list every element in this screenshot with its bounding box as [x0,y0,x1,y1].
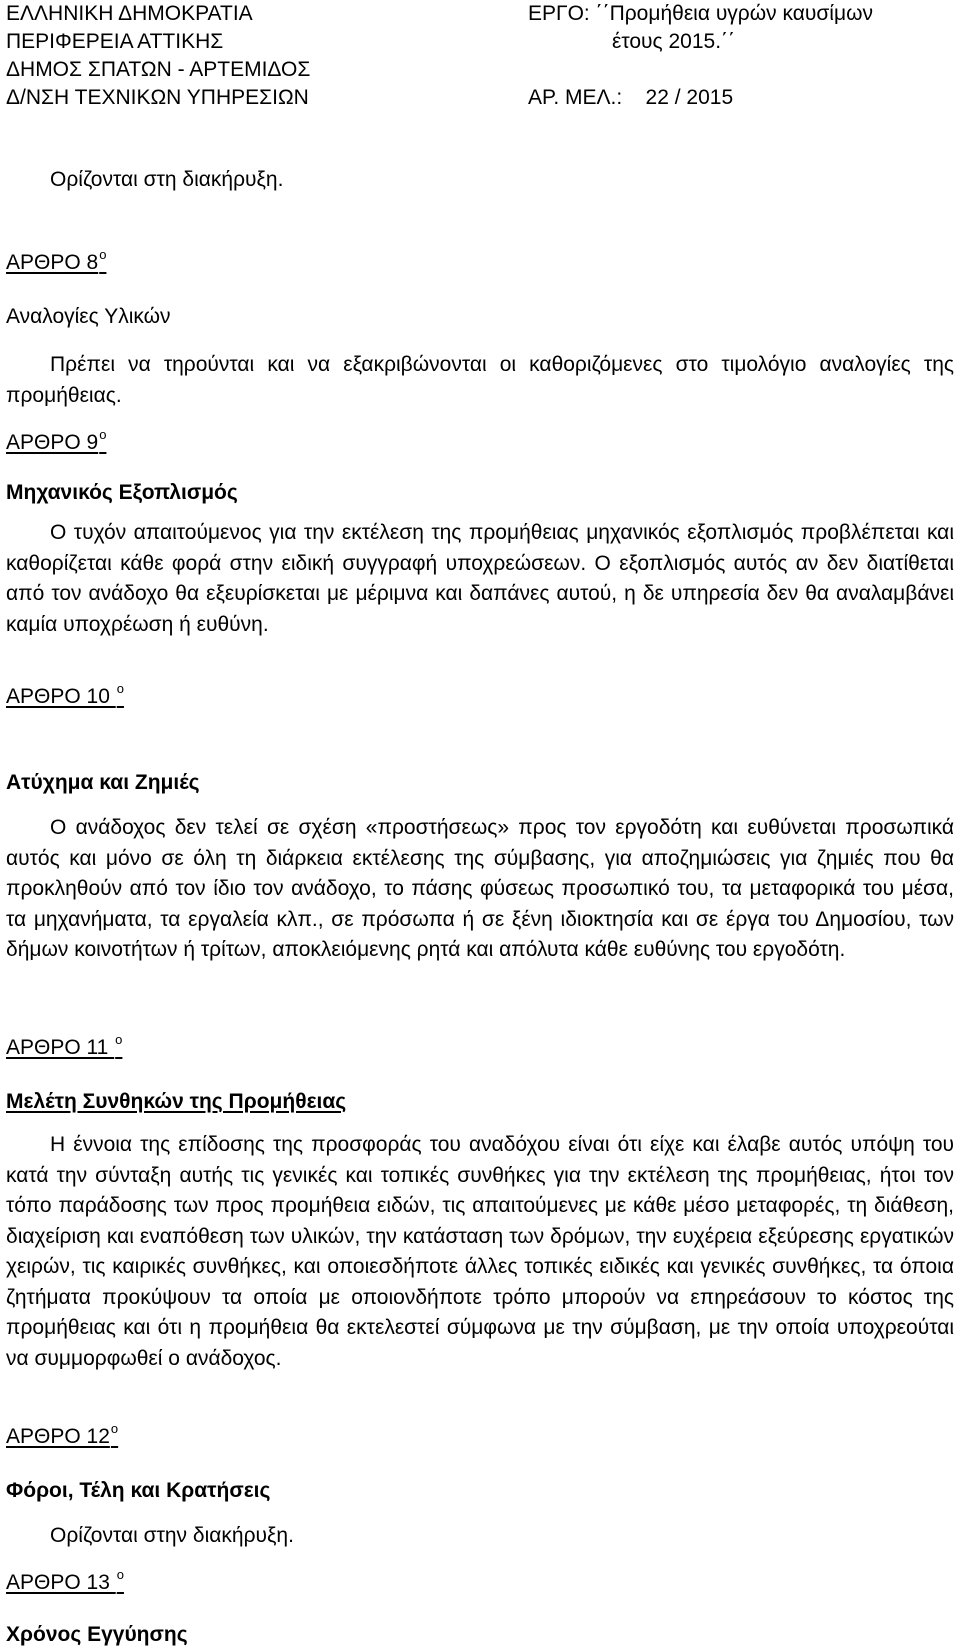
header-department: Δ/ΝΣΗ ΤΕΧΝΙΚΩΝ ΥΠΗΡΕΣΙΩΝ [6,86,309,109]
article-12-title: Φόροι, Τέλη και Κρατήσεις [6,1479,271,1502]
article-10-heading: ΑΡΘΡΟ 10 $^o$ [6,681,124,708]
article-13-heading: ΑΡΘΡΟ 13 $^o$ [6,1567,124,1594]
header-authority-block [6,0,310,112]
article-11-body [6,1130,954,1374]
article-9-text: Ο τυχόν απαιτούμενος για την εκτέλεση της προμήθειας μηχανικός εξοπλισμός προβλέπεται και καθορίζεται κάθε φορά στην ειδική συγγραφή υποχρεώσεων. Ο εξοπλισμός αυτός αν δεν διατίθεται από τον ανάδοχο θα εξευρίσκεται με μέριμνα και δαπάνες αυτού, η δε υπηρεσία δεν θα αναλαμβάνει καμία υποχρέωση ή ευθύνη. [6,521,954,636]
header-project-year: έτους 2015.΄΄ [612,30,736,53]
article-8-body [6,350,954,411]
article-12-heading: ΑΡΘΡΟ $12^o$ [6,1421,119,1448]
header-study-ref-label: ΑΡ. ΜΕΛ.: [528,86,623,109]
article-11-title: Μελέτη Συνθηκών της Προμήθειας [6,1090,347,1113]
article-8-heading: ΑΡΘΡΟ $8^o$ [6,247,107,274]
article-13-title: Χρόνος Εγγύησης [6,1623,188,1646]
intro-text: Ορίζονται στη διακήρυξη. [50,168,284,191]
header-study-ref [528,84,873,112]
article-10-text: Ο ανάδοχος δεν τελεί σε σχέση «προστήσεως» προς τον εργοδότη και ευθύνεται προσωπικά αυτός και μόνο σε όλη τη διάρκεια εκτέλεσης της σύμβασης, για αποζημιώσεις για ζημιές που θα προκληθούν από τον ίδιο τον ανάδοχο, το πάσης φύσεως προσωπικό του, τα μεταφορικά του μέσα, τα μηχανήματα, τα εργαλεία κλπ., σε πρόσωπα ή σε ξένη ιδιοκτησία και σε έργα του Δημοσίου, των δήμων κοινοτήτων ή τρίτων, αποκλειόμενης ρητά και απόλυτα κάθε ευθύνης του εργοδότη. [6,816,954,961]
article-10-title: Ατύχημα και Ζημιές [6,771,200,794]
header-country: ΕΛΛΗΝΙΚΗ ΔΗΜΟΚΡΑΤΙΑ [6,2,253,25]
article-10-body [6,813,954,966]
header-project-title: ΕΡΓΟ: ΄΄Προμήθεια υγρών καυσίμων [528,2,873,25]
article-8-text: Πρέπει να τηρούνται και να εξακριβώνονται οι καθοριζόμενες στο τιμολόγιο αναλογίες της προμήθειας. [6,353,954,407]
article-9-heading: ΑΡΘΡΟ $9^o$ [6,427,107,454]
article-9-title: Μηχανικός Εξοπλισμός [6,481,238,504]
header-project-block [528,0,873,112]
article-11-heading: ΑΡΘΡΟ 11 $^o$ [6,1032,123,1059]
article-12-text: Ορίζονται στην διακήρυξη. [50,1524,294,1547]
header-study-ref-value: 22 / 2015 [645,86,734,109]
header-municipality: ΔΗΜΟΣ ΣΠΑΤΩΝ - ΑΡΤΕΜΙΔΟΣ [6,58,311,81]
header-region: ΠΕΡΙΦΕΡΕΙΑ ΑΤΤΙΚΗΣ [6,30,224,53]
article-8-title: Αναλογίες Υλικών [6,305,171,328]
article-11-text: Η έννοια της επίδοσης της προσφοράς του αναδόχου είναι ότι είχε και έλαβε αυτός υπόψη του κατά την σύνταξη αυτής τις γενικές και τοπικές συνθήκες για την εκτέλεση της προμήθειας, ήτοι τον τόπο παράδοσης των προς προμήθεια ειδών, τις απαιτούμενες με κάθε μέσο μεταφορές, τη διάθεση, διαχείριση και εναπόθεση των υλικών, την κατάσταση των δρόμων, την ευχέρεια εξεύρεσης εργατικών χειρών, τις καιρικές συνθήκες, και οποιεσδήποτε άλλες τοπικές ειδικές και γενικές συνθήκες, τα όποια ζητήματα προκύψουν τα οποία με οποιονδήποτε τρόπο μπορούν να επηρεάσουν το κόστος της προμήθειας και ότι η προμήθεια θα εκτελεστεί σύμφωνα με την σύμβαση, με την οποία υποχρεούται να συμμορφωθεί ο ανάδοχος. [6,1133,954,1370]
article-9-body [6,518,954,640]
